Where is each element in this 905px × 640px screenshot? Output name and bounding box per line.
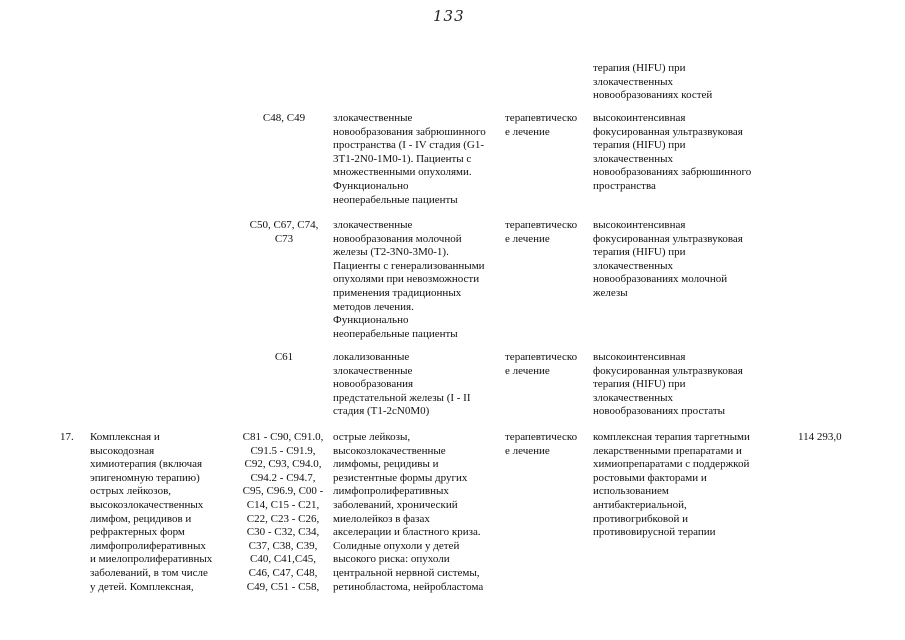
patient-model-cell: острые лейкозы, высокозлокачественные лимфомы, рецидивы и резистентные формы других лимфопролиферативных заболеваний, хронический миелолейкоз в фазах акселерации и бластного криза. Солидные опухоли у детей высокого риска: опухоли центральной нервной системы, ретинобластома, нейробластома [333,431,484,593]
treatment-type-cell: терапевтическо е лечение [505,219,578,245]
treatment-method-cell: высокоинтенсивная фокусированная ультразвуковая терапия (HIFU) при злокачественных новообразованиях забрюшинного пространства [593,112,752,192]
treatment-method-cell: высокоинтенсивная фокусированная ультразвуковая терапия (HIFU) при злокачественных новообразованиях простаты [593,351,743,418]
icd-codes-cell: C48, C49 [262,112,306,124]
row-number-cell: 17. [60,431,74,443]
icd-codes-cell: C81 - C90, C91.0, C91.5 - C91.9, C92, C93, C94.0, C94.2 - C94.7, C95, C96.9, C00 - C14, C15 - C21, C22, C23 - C26, C30 - C32, C34, C37, C38, C39, C40, C41,C45, C46, C47, C48, C49, C51 - C58, [242,431,324,593]
care-type-name-cell: Комплексная и высокодозная химиотерапия (включая эпигеномную терапию) острых лейкозов, высокозлокачественных лимфом, рецидивов и рефрактерных форм лимфопролиферативных и миелопролиферативных заболеваний, в том числе у детей. Комплексная, [90,431,213,593]
treatment-method-cell: комплексная терапия таргетными лекарственными препаратами и химиопрепаратами с поддержкой ростовыми факторами и использованием антибактериальной, противогрибковой и противовирусной терапии [593,431,750,539]
treatment-method-cell: высокоинтенсивная фокусированная ультразвуковая терапия (HIFU) при злокачественных новообразованиях молочной железы [593,219,743,299]
patient-model-cell: злокачественные новообразования молочной железы (T2-3N0-3M0-1). Пациенты с генерализованными опухолями при невозможности применения традиционных методов лечения. Функционально неоперабельные пациенты [333,219,485,340]
treatment-type-cell: терапевтическо е лечение [505,351,578,377]
icd-codes-cell: C61 [274,351,294,363]
treatment-type-cell: терапевтическо е лечение [505,431,578,457]
treatment-method-cell: терапия (HIFU) при злокачественных новообразованиях костей [593,62,713,102]
patient-model-cell: злокачественные новообразования забрюшинного пространства (I - IV стадия (G1- 3T1-2N0-1M0-1). Пациенты с множественными опухолями. Функционально неоперабельные пациенты [333,112,486,206]
page-number: 133 [433,7,465,25]
treatment-type-cell: терапевтическо е лечение [505,112,578,138]
patient-model-cell: локализованные злокачественные новообразования предстательной железы (I - II стадия (T1-2cN0M0) [333,351,471,418]
price-cell: 114 293,0 [798,431,842,443]
icd-codes-cell: C50, C67, C74, C73 [249,219,319,245]
